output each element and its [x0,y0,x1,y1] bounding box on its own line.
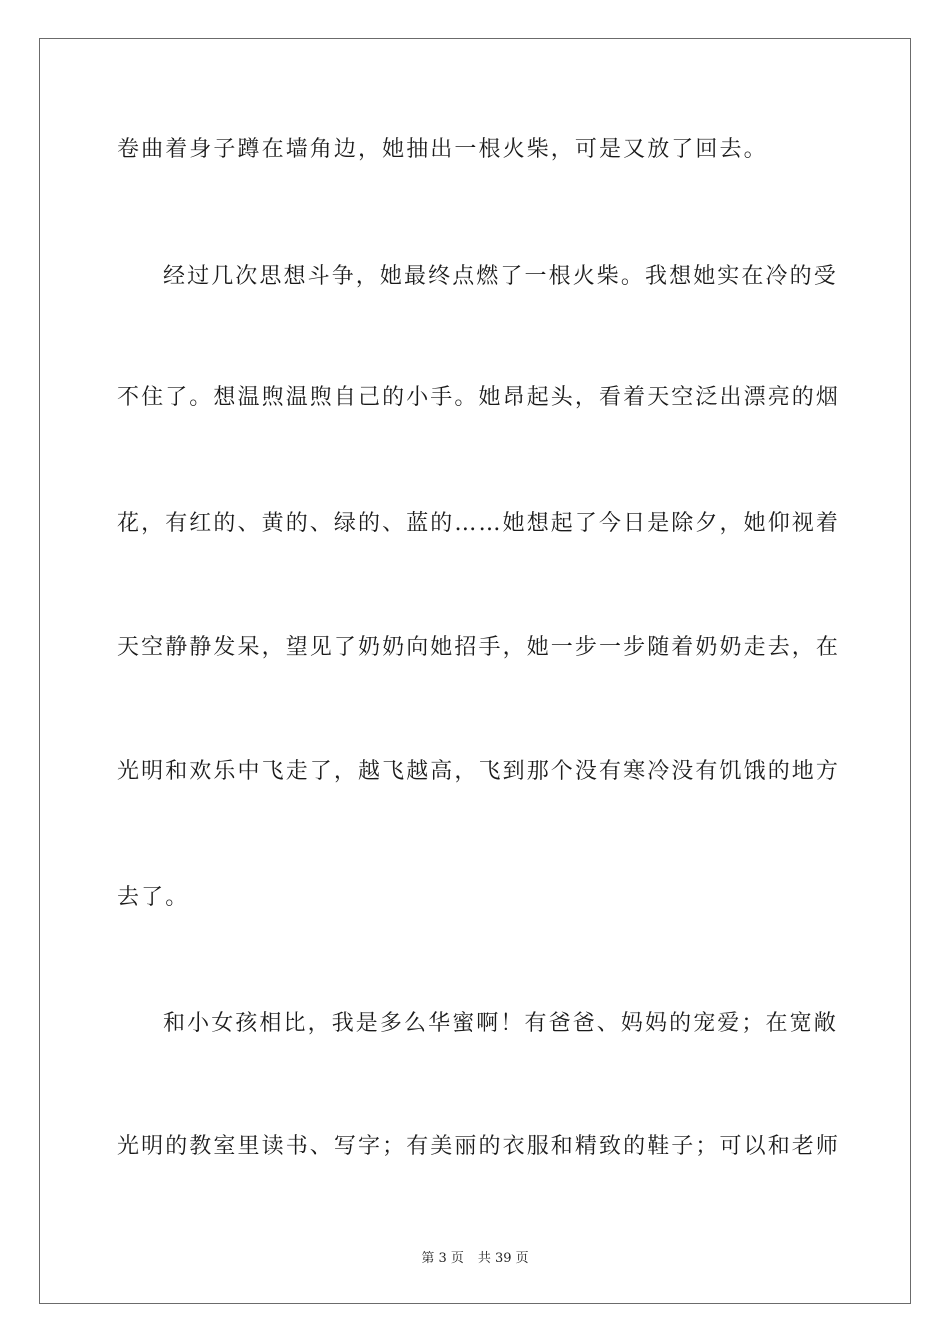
page-border [39,38,911,1304]
paragraph-line: 花，有红的、黄的、绿的、蓝的……她想起了今日是除夕，她仰视着 [117,511,841,536]
page-total: 共 39 页 [477,1251,529,1266]
paragraph-line: 不住了。想温煦温煦自己的小手。她昂起头，看着天空泛出漂亮的烟 [117,385,841,410]
paragraph-line: 和小女孩相比，我是多么华蜜啊！有爸爸、妈妈的宠爱；在宽敞 [163,1011,838,1036]
paragraph-line: 光明的教室里读书、写字；有美丽的衣服和精致的鞋子；可以和老师 [117,1134,841,1159]
paragraph-line: 去了。 [117,885,190,910]
paragraph-line: 天空静静发呆，望见了奶奶向她招手，她一步一步随着奶奶走去，在 [117,635,841,660]
page-footer [0,1247,950,1266]
paragraph-line: 光明和欢乐中飞走了，越飞越高，飞到那个没有寒冷没有饥饿的地方 [117,759,841,784]
paragraph-line: 卷曲着身子蹲在墙角边，她抽出一根火柴，可是又放了回去。 [117,137,768,162]
paragraph-line: 经过几次思想斗争，她最终点燃了一根火柴。我想她实在冷的受 [163,264,838,289]
page-number: 第 3 页 [421,1251,464,1266]
